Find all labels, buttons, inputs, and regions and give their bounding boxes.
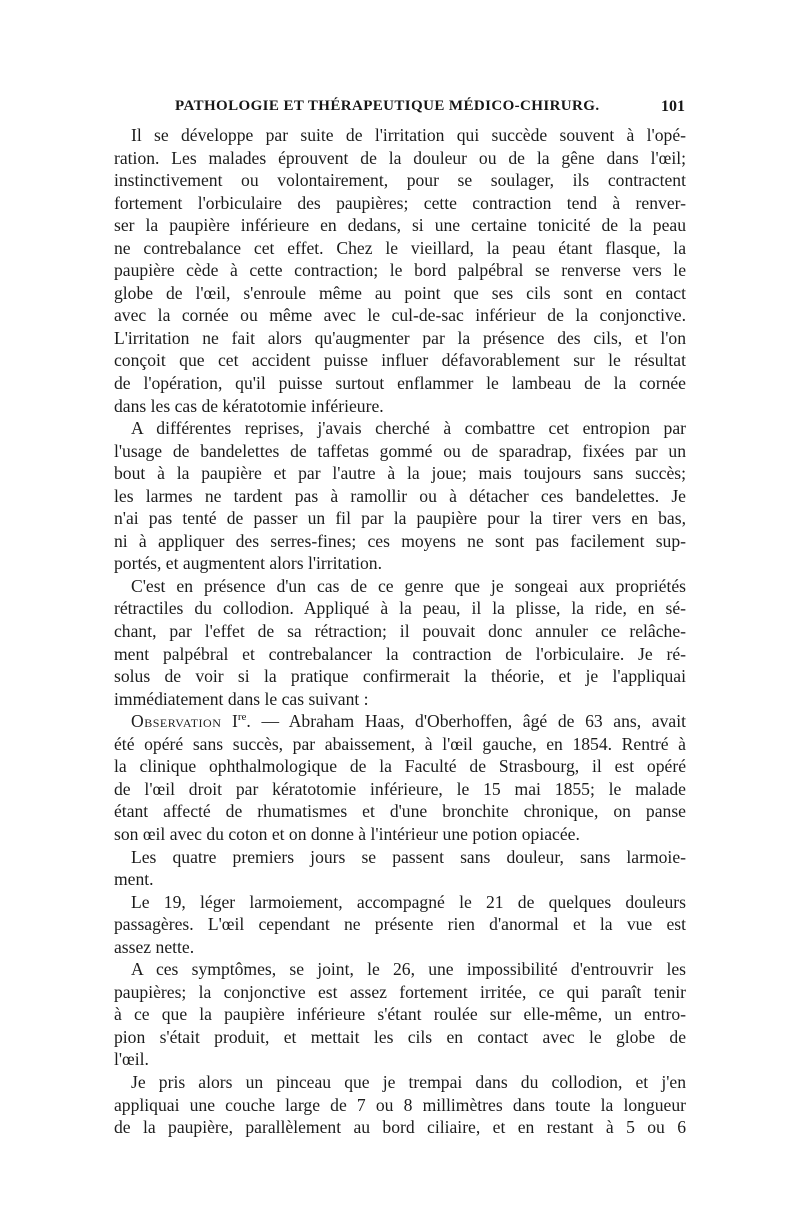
- text-line: Il se développe par suite de l'irritation qui succède souvent à l'opé-: [131, 125, 686, 145]
- text-line: instinctivement ou volontairement, pour se soulager, ils contractent: [114, 170, 686, 191]
- text-line: ni à appliquer des serres-fines; ces moyens ne sont pas facilement sup-: [114, 530, 686, 551]
- observation-numeral: I: [232, 711, 238, 732]
- running-head: [175, 98, 685, 120]
- text-line: assez nette.: [114, 936, 195, 957]
- running-head-title: PATHOLOGIE ET THÉRAPEUTIQUE MÉDICO-CHIRURG.: [175, 98, 600, 114]
- text-line: Les quatre premiers jours se passent sans douleur, sans larmoie-: [131, 846, 686, 867]
- text-line: appliquai une couche large de 7 ou 8 millimètres dans toute la longueur: [114, 1094, 686, 1115]
- text-line: A ces symptômes, se joint, le 26, une impossibilité d'entrouvrir les: [131, 959, 686, 980]
- text-line: ne contrebalance cet effet. Chez le vieillard, la peau étant flasque, la: [114, 237, 686, 258]
- text-line: ment.: [114, 869, 154, 890]
- text-line: son œil avec du coton et on donne à l'intérieur une potion opiacée.: [114, 823, 580, 844]
- text-line: n'ai pas tenté de passer un fil par la paupière pour la tirer vers en bas,: [114, 508, 686, 529]
- text-line: paupière cède à cette contraction; le bord palpébral se renverse vers le: [114, 260, 686, 281]
- text-line: ment palpébral et contrebalancer la contraction de l'orbiculaire. Je ré-: [114, 643, 686, 664]
- text-line: bout à la paupière et par l'autre à la joue; mais toujours sans succès;: [114, 463, 686, 484]
- observation-suffix: re: [237, 711, 247, 724]
- observation-label: Observation: [131, 711, 222, 732]
- text-line: l'usage de bandelettes de taffetas gommé ou de sparadrap, fixées par un: [114, 440, 686, 461]
- text-line: L'irritation ne fait alors qu'augmenter par la présence des cils, et l'on: [114, 327, 686, 348]
- text-line: fortement l'orbiculaire des paupières; cette contraction tend à renver-: [114, 192, 686, 213]
- text-line: été opéré sans succès, par abaissement, à l'œil gauche, en 1854. Rentré à: [114, 733, 686, 754]
- observation-line: [114, 710, 686, 733]
- text-line: la clinique ophthalmologique de la Faculté de Strasbourg, il est opéré: [114, 756, 686, 777]
- text-line: paupières; la conjonctive est assez fortement irritée, ce qui paraît tenir: [114, 981, 686, 1002]
- text-line: immédiatement dans le cas suivant :: [114, 688, 369, 709]
- text-line: solus de voir si la pratique confirmerait la théorie, et je l'appliquai: [114, 666, 686, 687]
- observation-dot: .: [246, 711, 251, 732]
- text-line: Le 19, léger larmoiement, accompagné le 21 de quelques douleurs: [131, 891, 686, 912]
- text-line: ser la paupière inférieure en dedans, si une certaine tonicité de la peau: [114, 215, 686, 236]
- text-line: étant affecté de rhumatismes et d'une bronchite chronique, on panse: [114, 801, 686, 822]
- text-line: rétractiles du collodion. Appliqué à la peau, il la plisse, la ride, en sé-: [114, 598, 686, 619]
- observation-text: — Abraham Haas, d'Oberhoffen, âgé de 63 ans, avait: [261, 711, 686, 732]
- text-line: globe de l'œil, s'enroule même au point que ses cils sont en contact: [114, 282, 686, 303]
- text-line: les larmes ne tardent pas à ramollir ou à détacher ces bandelettes. Je: [114, 485, 686, 506]
- text-line: à ce que la paupière inférieure s'étant roulée sur elle-même, un entro-: [114, 1004, 686, 1025]
- text-line: chant, par l'effet de sa rétraction; il pouvait donc annuler ce relâche-: [114, 621, 686, 642]
- text-line: portés, et augmentent alors l'irritation.: [114, 553, 382, 574]
- text-line: Je pris alors un pinceau que je trempai dans du collodion, et j'en: [131, 1071, 686, 1092]
- text-line: C'est en présence d'un cas de ce genre que je songeai aux propriétés: [131, 575, 686, 596]
- text-line: l'œil.: [114, 1049, 149, 1070]
- text-line: de la paupière, parallèlement au bord ciliaire, et en restant à 5 ou 6: [114, 1117, 686, 1138]
- text-line: A différentes reprises, j'avais cherché à combattre cet entropion par: [131, 418, 686, 439]
- text-line: conçoit que cet accident puisse influer défavorablement sur le résultat: [114, 350, 686, 371]
- page-number: 101: [661, 98, 685, 115]
- body-text: [114, 124, 686, 1139]
- text-line: dans les cas de kératotomie inférieure.: [114, 395, 384, 416]
- text-line: de l'opération, qu'il puisse surtout enflammer le lambeau de la cornée: [114, 373, 686, 394]
- text-line: de l'œil droit par kératotomie inférieure, le 15 mai 1855; le malade: [114, 778, 686, 799]
- text-line: pion s'était produit, et mettait les cils en contact avec le globe de: [114, 1026, 686, 1047]
- text-line: passagères. L'œil cependant ne présente rien d'anormal et la vue est: [114, 914, 686, 935]
- text-line: avec la cornée ou même avec le cul-de-sac inférieur de la conjonctive.: [114, 305, 686, 326]
- text-line: ration. Les malades éprouvent de la douleur ou de la gêne dans l'œil;: [114, 147, 686, 168]
